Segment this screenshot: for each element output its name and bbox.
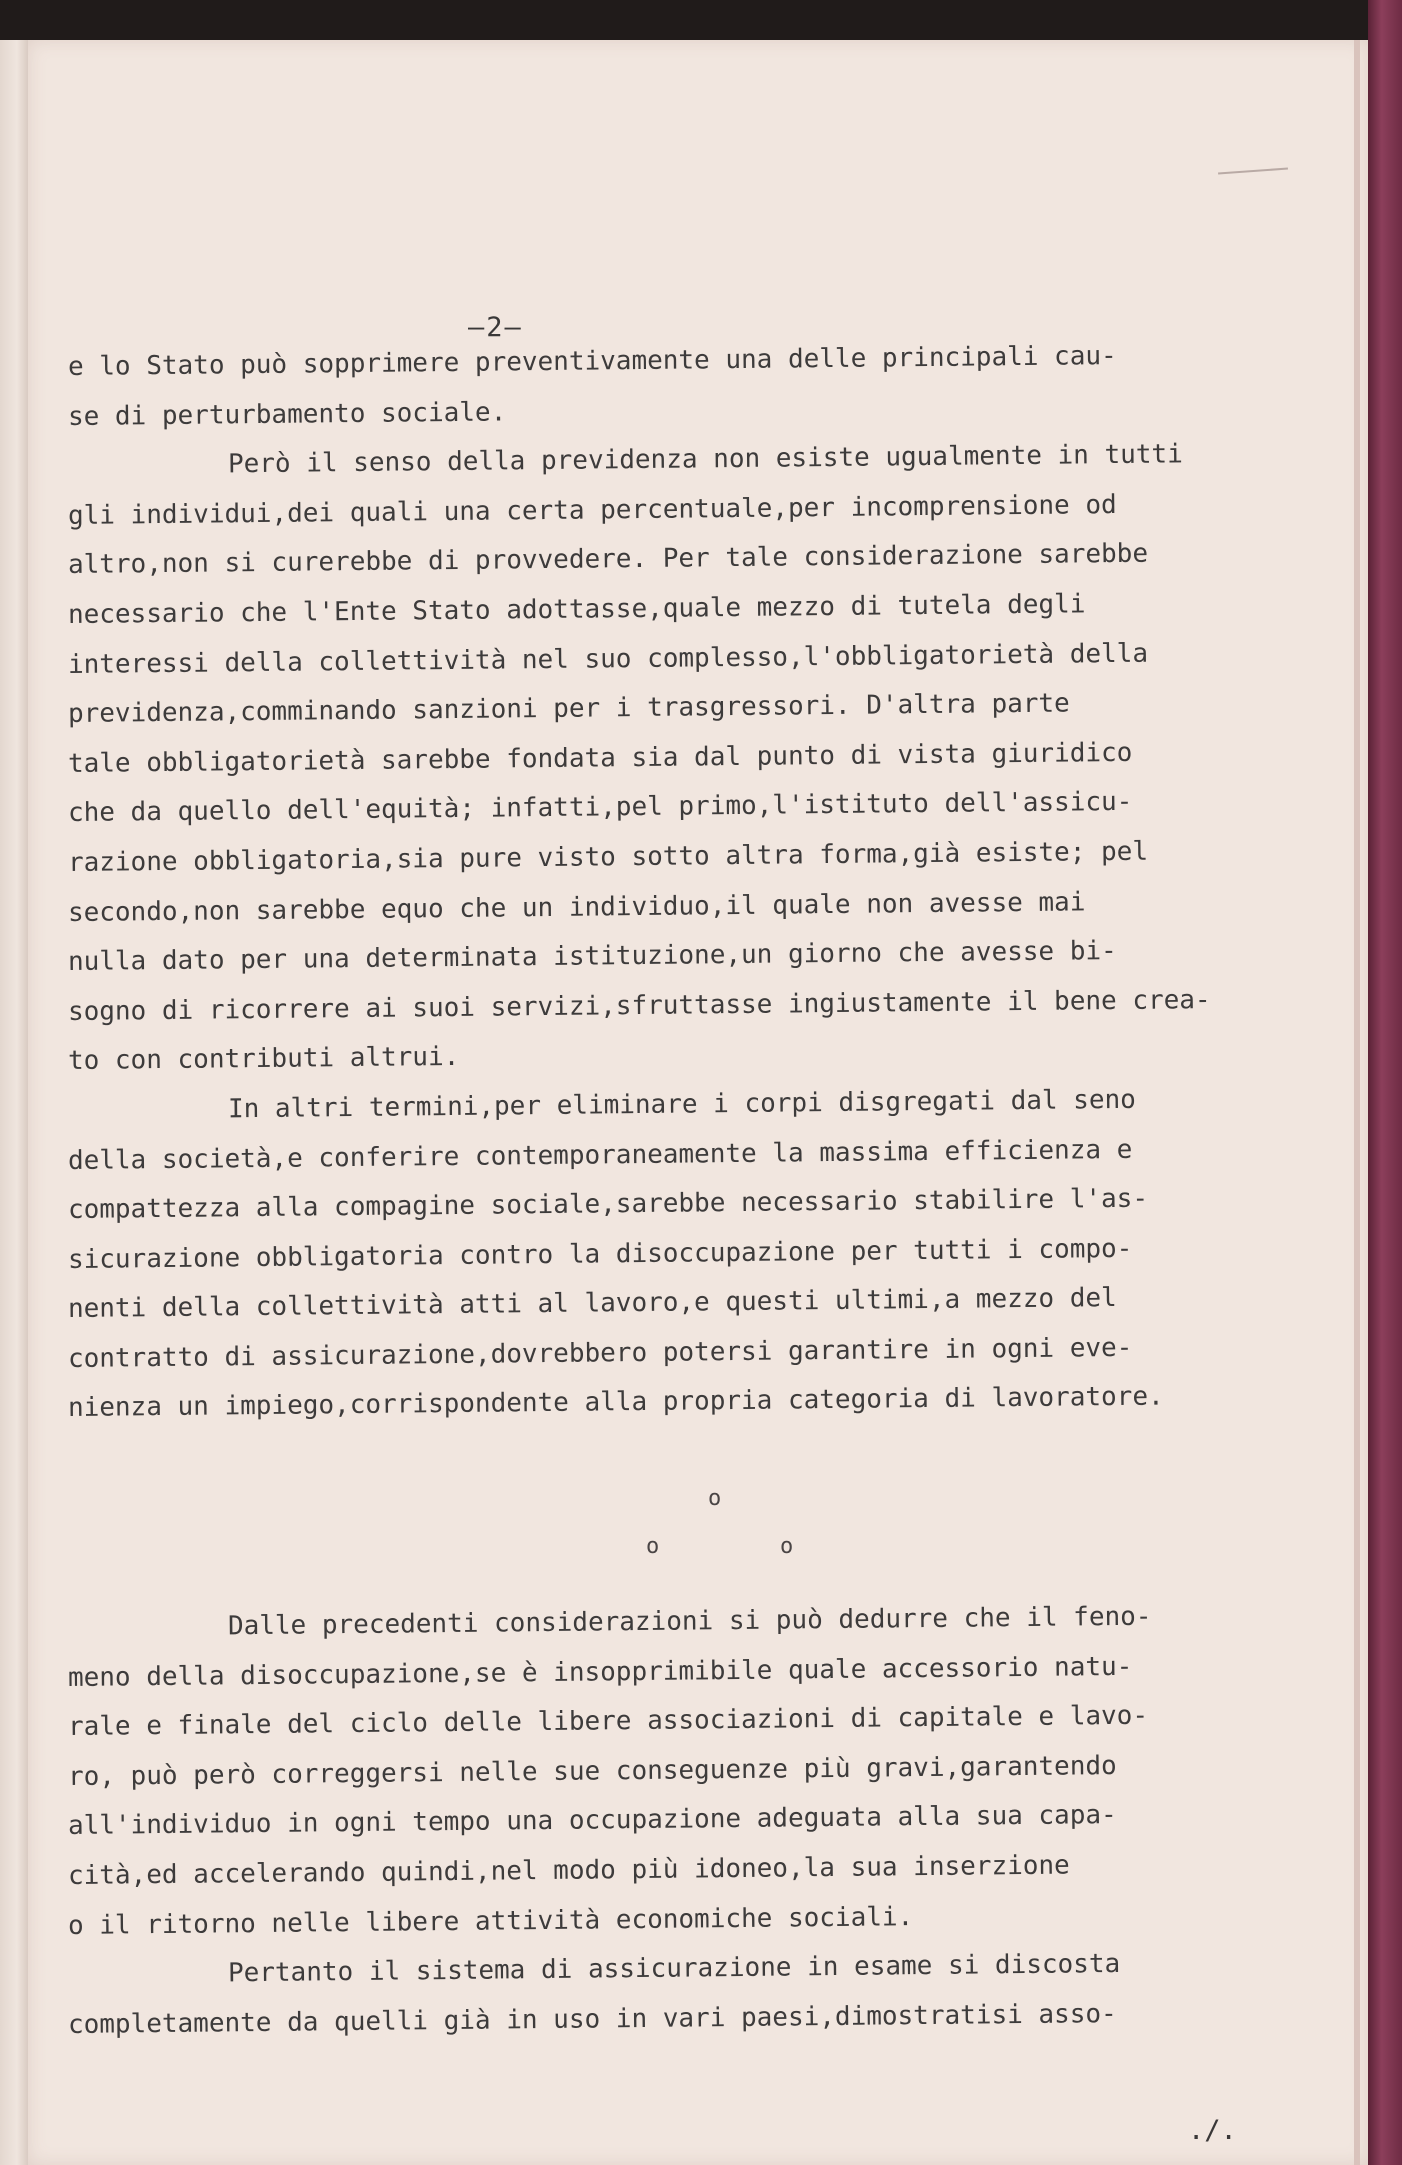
text-line: o il ritorno nelle libere attività economiche sociali. <box>67 1901 914 1941</box>
pencil-mark <box>1218 168 1288 175</box>
typed-text-body <box>68 343 1328 2050</box>
text-line: razione obbligatoria,sia pure visto sotto altra forma,già esiste; pel <box>67 836 1149 878</box>
paragraph-3 <box>67 1084 1328 1434</box>
text-line: compattezza alla compagine sociale,sarebbe necessario stabilire l'as- <box>67 1183 1149 1226</box>
text-line: sicurazione obbligatoria contro la disoccupazione per tutti i compo- <box>67 1233 1133 1275</box>
text-line: nienza un impiego,corrispondente alla propria categoria di lavoratore. <box>67 1381 1164 1424</box>
paragraph-1 <box>68 343 1328 442</box>
text-line: che da quello dell'equità; infatti,pel primo,l'istituto dell'assicu- <box>67 787 1133 829</box>
text-line: cità,ed accelerando quindi,nel modo più idoneo,la sua inserzione <box>67 1850 1070 1892</box>
paragraph-5 <box>68 1951 1328 2050</box>
text-line: sogno di ricorrere ai suoi servizi,sfruttasse ingiustamente il bene crea- <box>67 984 1211 1027</box>
text-line: In altri termini,per eliminare i corpi disgregati dal seno <box>227 1084 1136 1125</box>
paragraph-2 <box>67 439 1328 1087</box>
text-line: secondo,non sarebbe equo che un individuo,il quale non avesse mai <box>67 886 1086 928</box>
paragraph-4 <box>67 1601 1328 1951</box>
text-line: Dalle precedenti considerazioni si può dedurre che il feno- <box>227 1601 1152 1642</box>
binder-cover-edge <box>1368 0 1402 2165</box>
text-line: e lo Stato può sopprimere preventivamente una delle principali cau- <box>67 341 1117 382</box>
text-line: se di perturbamento sociale. <box>67 397 507 432</box>
text-line: previdenza,comminando sanzioni per i trasgressori. D'altra parte <box>67 688 1070 730</box>
text-line: tale obbligatorietà sarebbe fondata sia dal punto di vista giuridico <box>67 737 1133 779</box>
text-line: ro, può però correggersi nelle sue conseguenze più gravi,garantendo <box>67 1750 1117 1792</box>
text-line: Pertanto il sistema di assicurazione in esame si discosta <box>227 1949 1121 1989</box>
divider-mark: o <box>708 1486 722 1512</box>
text-line: interessi della collettività nel suo complesso,l'obbligatorietà della <box>67 638 1149 680</box>
text-line: contratto di assicurazione,dovrebbero potersi garantire in ogni eve- <box>67 1332 1133 1374</box>
text-line: completamente da quelli già in uso in vari paesi,dimostratisi asso- <box>67 1998 1117 2040</box>
text-line: rale e finale del ciclo delle libere associazioni di capitale e lavo- <box>67 1700 1149 1743</box>
text-line: all'individuo in ogni tempo una occupazione adeguata alla sua capa- <box>67 1800 1117 1842</box>
divider-mark: o <box>780 1534 794 1560</box>
text-line: nulla dato per una determinata istituzione,un giorno che avesse bi- <box>67 936 1117 978</box>
text-line: to con contributi altrui. <box>67 1042 460 1077</box>
text-line: altro,non si curerebbe di provvedere. Per tale considerazione sarebbe <box>67 539 1149 581</box>
text-line: necessario che l'Ente Stato adottasse,quale mezzo di tutela degli <box>67 589 1086 630</box>
divider-mark: o <box>646 1534 660 1560</box>
document-page <box>28 40 1368 2165</box>
text-line: della società,e conferire contemporaneamente la massima efficienza e <box>67 1134 1133 1176</box>
previous-page-edge <box>0 40 28 2165</box>
continuation-mark: ./. <box>1188 2115 1237 2146</box>
text-line: Però il senso della previdenza non esiste ugualmente in tutti <box>227 439 1183 480</box>
text-line: gli individui,dei quali una certa percentuale,per incomprensione od <box>67 489 1117 531</box>
page-edge-stripe <box>1354 40 1360 2165</box>
text-line: nenti della collettività atti al lavoro,e questi ultimi,a mezzo del <box>67 1283 1117 1325</box>
text-line: meno della disoccupazione,se è insopprimibile quale accessorio natu- <box>67 1651 1133 1693</box>
page-number-value: 2 <box>486 312 505 343</box>
page-number: —2— <box>468 312 523 343</box>
scan-background-top <box>0 0 1368 40</box>
section-divider <box>68 1434 1328 1604</box>
